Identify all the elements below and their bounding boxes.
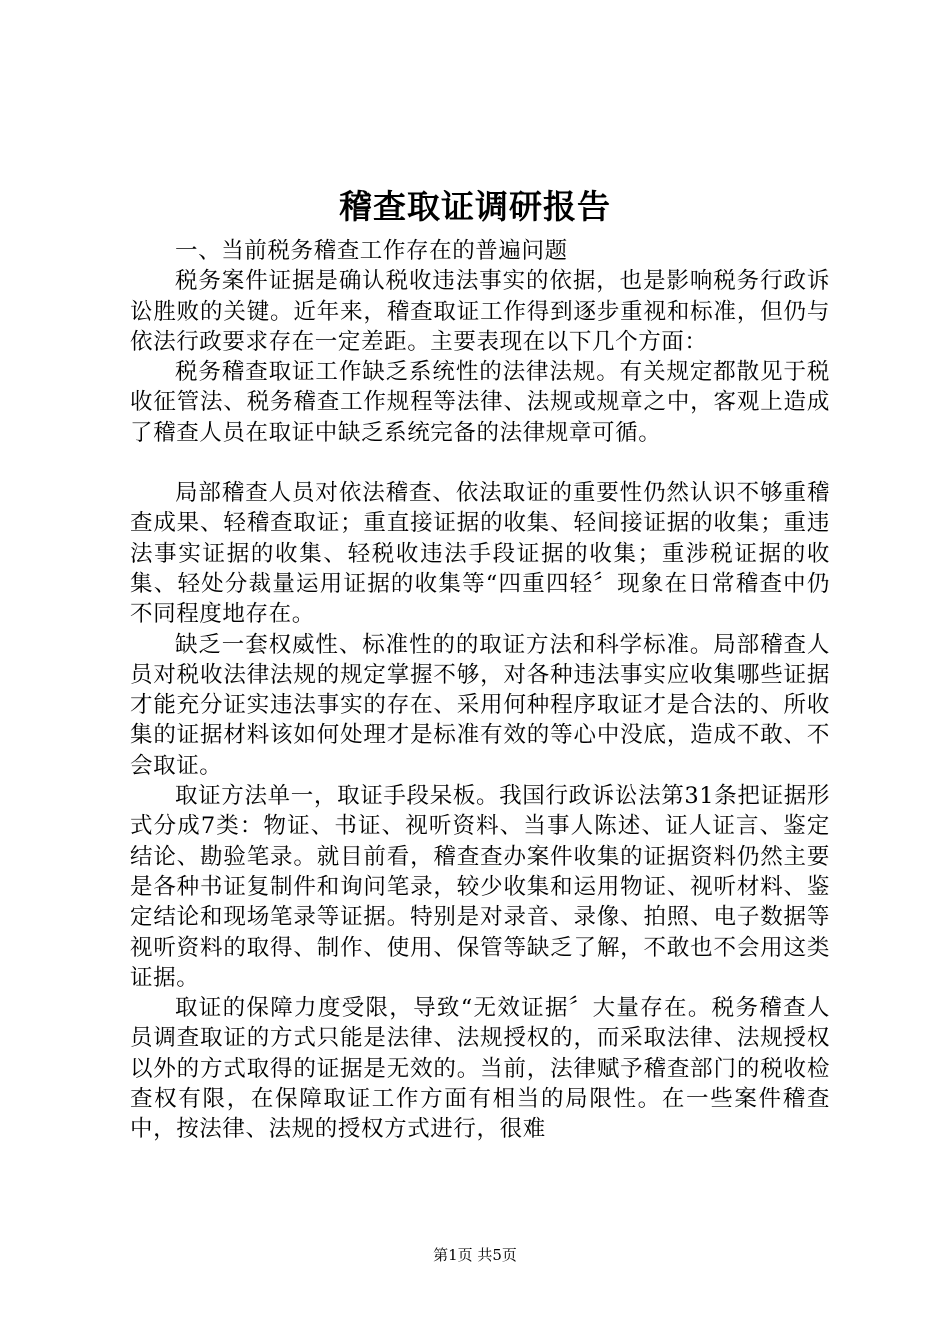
body-paragraph: 税务稽查取证工作缺乏系统性的法律法规。有关规定都散见于税收征管法、税务稽查工作规程等法律、法规或规章之中，客观上造成了稽查人员在取证中缺乏系统完备的法律规章可循。 bbox=[130, 359, 830, 446]
body-paragraph: 税务案件证据是确认税收违法事实的依据，也是影响税务行政诉讼胜败的关键。近年来，稽查取证工作得到逐步重视和标准，但仍与依法行政要求存在一定差距。主要表现在以下几个方面： bbox=[130, 268, 830, 355]
page-footer: 第1页 共5页 bbox=[433, 1246, 517, 1264]
section-heading: 一、当前税务稽查工作存在的普遍问题 bbox=[175, 238, 568, 264]
document-title: 稽查取证调研报告 bbox=[339, 187, 611, 226]
body-paragraph: 局部稽查人员对依法稽查、依法取证的重要性仍然认识不够重稽查成果、轻稽查取证；重直接证据的收集、轻间接证据的收集；重违法事实证据的收集、轻税收违法手段证据的收集；重涉税证据的收集、轻处分裁量运用证据的收集等“四重四轻〞现象在日常稽查中仍不同程度地存在。 bbox=[130, 480, 830, 628]
body-paragraph: 取证方法单一，取证手段呆板。我国行政诉讼法第31条把证据形式分成7类：物证、书证、视听资料、当事人陈述、证人证言、鉴定结论、勘验笔录。就目前看，稽查查办案件收集的证据资料仍然主要是各种书证复制件和询问笔录，较少收集和运用物证、视听材料、鉴定结论和现场笔录等证据。特别是对录音、录像、拍照、电子数据等视听资料的取得、制作、使用、保管等缺乏了解，不敢也不会用这类证据。 bbox=[130, 783, 830, 991]
body-paragraph: 取证的保障力度受限，导致“无效证据〞大量存在。税务稽查人员调查取证的方式只能是法律、法规授权的，而采取法律、法规授权以外的方式取得的证据是无效的。当前，法律赋予稽查部门的税收检查权有限，在保障取证工作方面有相当的局限性。在一些案件稽查中，按法律、法规的授权方式进行，很难 bbox=[130, 995, 830, 1143]
document-body bbox=[130, 236, 830, 1145]
body-paragraph: 缺乏一套权威性、标准性的的取证方法和科学标准。局部稽查人员对税收法律法规的规定掌握不够，对各种违法事实应收集哪些证据才能充分证实违法事实的存在、采用何种程序取证才是合法的、所收集的证据材料该如何处理才是标准有效的等心中没底，造成不敢、不会取证。 bbox=[130, 631, 830, 779]
